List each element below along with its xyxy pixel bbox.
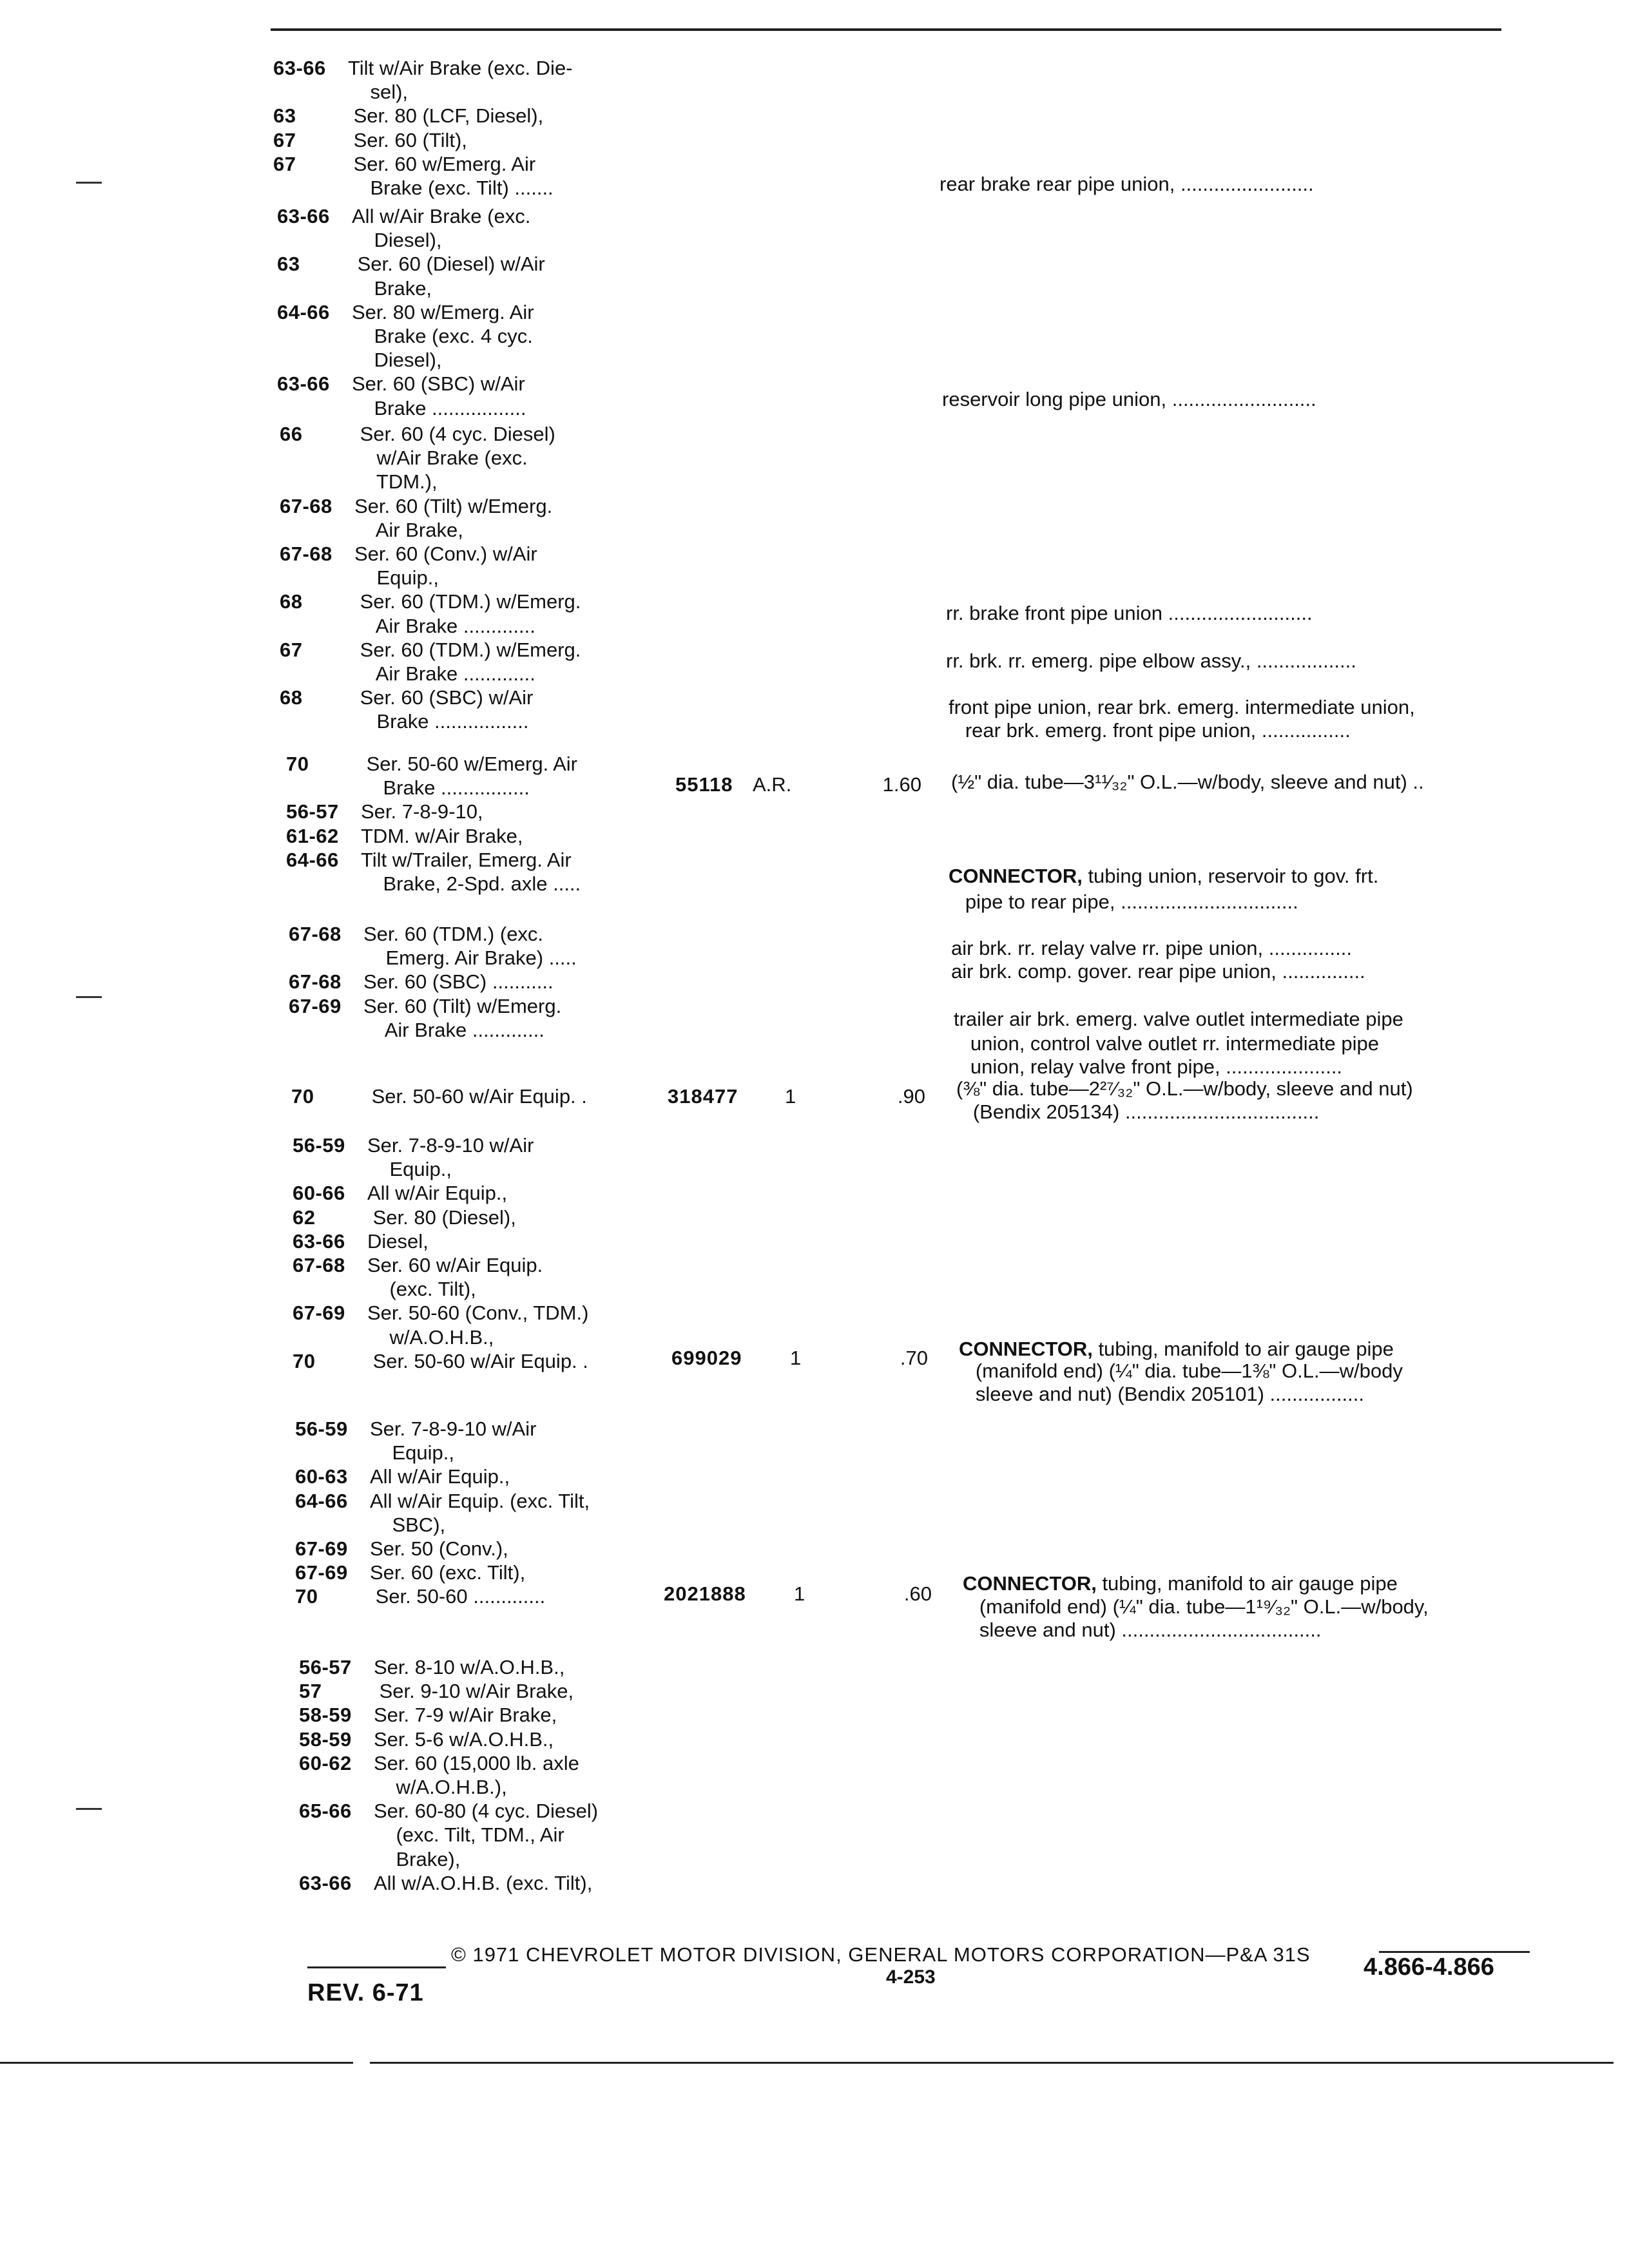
part-name: CONNECTOR, — [959, 1338, 1093, 1360]
description-detail: (Bendix 205134) ................................... — [956, 1100, 1320, 1123]
application-text: Ser. 60-80 (4 cyc. Diesel) — [374, 1800, 599, 1823]
year-range: 56-59 — [295, 1418, 348, 1440]
application-text: Ser. 60 (4 cyc. Diesel) — [354, 423, 555, 445]
application-text: (exc. Tilt, TDM., Air — [374, 1823, 564, 1847]
application-text: Ser. 80 (Diesel), — [367, 1206, 516, 1229]
year-range: 64-66 — [277, 300, 330, 323]
quantity: 1 — [790, 1347, 802, 1369]
description-detail: tubing, manifold to air gauge pipe — [1092, 1338, 1394, 1360]
description-text — [951, 771, 1424, 794]
description-text — [949, 890, 1298, 914]
application-text: Ser. 5-6 w/A.O.H.B., — [374, 1727, 554, 1751]
application-text: Ser. 7-9 w/Air Brake, — [374, 1704, 557, 1727]
description-detail: tubing, manifold to air gauge pipe — [1096, 1572, 1398, 1595]
part-name: CONNECTOR, — [963, 1572, 1097, 1595]
year-range: 67-68 — [289, 970, 342, 994]
application-text: Ser. 8-10 w/A.O.H.B., — [374, 1656, 565, 1678]
description-text — [959, 1383, 1364, 1406]
description-detail: sleeve and nut) .................................... — [963, 1619, 1322, 1641]
application-text: Equip., — [370, 1441, 454, 1465]
year-range: 67-68 — [293, 1254, 345, 1276]
application-text: Ser. 60 (TDM.) w/Emerg. — [354, 638, 581, 661]
application-text: (exc. Tilt), — [367, 1278, 476, 1301]
description-text — [963, 1595, 1429, 1619]
year-range: 67-69 — [295, 1537, 348, 1560]
year-range: 68 — [280, 686, 303, 709]
price: .60 — [903, 1582, 932, 1605]
year-range: 67-68 — [280, 543, 333, 565]
year-range: 70 — [293, 1349, 316, 1372]
application-text: SBC), — [370, 1513, 446, 1536]
application-text: Brake, — [352, 276, 432, 300]
application-text: Ser. 80 (LCF, Diesel), — [348, 104, 544, 128]
year-range: 67-68 — [289, 923, 342, 945]
application-text: w/Air Brake (exc. — [354, 447, 528, 470]
description-text — [963, 1619, 1322, 1642]
description-text — [963, 1572, 1398, 1595]
description-text — [951, 937, 1352, 960]
section-number: 4.866-4.866 — [1364, 1954, 1494, 1981]
revision-label: REV. 6-71 — [307, 1979, 424, 2006]
description-detail: rear brk. emerg. front pipe union, ................ — [949, 719, 1351, 742]
application-text: Ser. 60 (Tilt), — [348, 128, 467, 151]
application-text: Brake (exc. 4 cyc. — [352, 325, 533, 347]
application-text: Ser. 60 (Diesel) w/Air — [352, 253, 545, 276]
year-range: 68 — [280, 590, 303, 613]
description-detail: rr. brake front pipe union .......................... — [946, 602, 1313, 624]
application-text: Emerg. Air Brake) ..... — [363, 947, 577, 970]
margin-mark — [76, 996, 102, 998]
quantity: A.R. — [753, 773, 792, 796]
application-text: sel), — [348, 81, 409, 104]
application-text: All w/Air Equip., — [370, 1465, 510, 1488]
application-text: Tilt w/Air Brake (exc. Die- — [348, 57, 573, 79]
year-range: 64-66 — [295, 1489, 348, 1512]
year-range: 56-57 — [299, 1656, 352, 1678]
description-text — [940, 173, 1314, 196]
application-text: Air Brake ............. — [354, 662, 535, 685]
application-text: Equip., — [354, 566, 439, 590]
year-range: 65-66 — [299, 1800, 352, 1823]
description-detail: front pipe union, rear brk. emerg. intermediate union, — [949, 696, 1415, 718]
application-text: Ser. 7-8-9-10, — [361, 800, 483, 823]
application-text: Ser. 50-60 (Conv., TDM.) — [367, 1302, 589, 1325]
application-text: All w/Air Equip. (exc. Tilt, — [370, 1489, 590, 1512]
application-text: Ser. 60 (Conv.) w/Air — [354, 543, 537, 565]
price: .70 — [900, 1347, 928, 1369]
footer-rule-left — [307, 1966, 446, 1968]
application-text: Ser. 60 (TDM.) w/Emerg. — [354, 590, 581, 613]
application-text: Ser. 50-60 w/Air Equip. . — [366, 1085, 587, 1108]
year-range: 67-69 — [293, 1302, 345, 1325]
application-text: Ser. 60 (exc. Tilt), — [370, 1561, 526, 1584]
bottom-rule — [0, 2062, 353, 2064]
year-range: 63-66 — [293, 1229, 345, 1253]
description-detail: union, control valve outlet rr. intermediate pipe — [954, 1032, 1379, 1055]
part-number: 2021888 — [664, 1582, 746, 1605]
application-text: Ser. 60 w/Air Equip. — [367, 1254, 543, 1276]
description-detail: (½" dia. tube—3¹¹⁄₃₂" O.L.—w/body, sleeve and nut) .. — [951, 771, 1424, 793]
application-text: Ser. 50-60 w/Air Equip. . — [367, 1349, 588, 1372]
application-text: Brake ................. — [352, 396, 526, 419]
application-text: Ser. 60 (TDM.) (exc. — [363, 923, 544, 945]
description-detail: trailer air brk. emerg. valve outlet intermediate pipe — [954, 1008, 1403, 1030]
application-text: Brake, 2-Spd. axle ..... — [361, 872, 581, 895]
application-text: All w/A.O.H.B. (exc. Tilt), — [374, 1871, 593, 1894]
application-text: TDM.), — [354, 470, 438, 494]
application-text: Ser. 60 (Tilt) w/Emerg. — [354, 494, 553, 517]
application-text: TDM. w/Air Brake, — [361, 824, 523, 847]
year-range: 67 — [280, 638, 303, 661]
year-range: 63-66 — [273, 57, 326, 79]
year-range: 63-66 — [277, 205, 330, 227]
bottom-rule — [370, 2062, 1614, 2064]
description-detail: reservoir long pipe union, .......................... — [942, 388, 1316, 410]
description-text — [954, 1055, 1342, 1079]
price: .90 — [897, 1085, 925, 1108]
margin-mark — [76, 1808, 102, 1810]
price: 1.60 — [882, 773, 921, 796]
year-range: 64-66 — [286, 848, 339, 871]
year-range: 56-57 — [286, 800, 339, 823]
year-range: 57 — [299, 1680, 322, 1703]
application-text: Ser. 50-60 w/Emerg. Air — [361, 753, 577, 775]
application-text: Ser. 80 w/Emerg. Air — [352, 300, 534, 323]
application-text: Ser. 7-8-9-10 w/Air — [367, 1134, 534, 1157]
description-text — [949, 719, 1351, 742]
application-text: Air Brake, — [354, 518, 463, 541]
application-text: Diesel, — [367, 1229, 429, 1253]
top-rule — [271, 28, 1501, 31]
year-range: 61-62 — [286, 824, 339, 847]
description-text — [954, 1032, 1379, 1055]
copyright-notice: © 1971 CHEVROLET MOTOR DIVISION, GENERAL MOTORS CORPORATION—P&A 31S — [451, 1943, 1311, 1966]
description-detail: pipe to rear pipe, ................................ — [949, 890, 1298, 913]
year-range: 63 — [273, 104, 296, 128]
description-text — [949, 696, 1415, 719]
application-text: Diesel), — [352, 349, 442, 372]
year-range: 63-66 — [277, 372, 330, 396]
application-text: Ser. 60 (SBC) w/Air — [352, 372, 525, 396]
application-text: All w/Air Equip., — [367, 1182, 508, 1205]
part-number: 318477 — [668, 1085, 738, 1108]
description-text — [946, 649, 1356, 673]
application-text: Ser. 60 w/Emerg. Air — [348, 152, 536, 175]
year-range: 70 — [286, 753, 309, 775]
part-number: 699029 — [671, 1347, 742, 1369]
year-range: 70 — [295, 1585, 318, 1608]
application-text: w/A.O.H.B., — [367, 1325, 494, 1349]
description-text — [956, 1077, 1413, 1100]
year-range: 58-59 — [299, 1727, 352, 1751]
application-text: Ser. 50-60 ............. — [370, 1585, 546, 1608]
application-text: Ser. 60 (SBC) w/Air — [354, 686, 534, 709]
description-detail: air brk. rr. relay valve rr. pipe union, ............... — [951, 937, 1352, 959]
description-detail: rr. brk. rr. emerg. pipe elbow assy., .................. — [946, 649, 1356, 672]
year-range: 67-68 — [280, 494, 333, 517]
description-text — [959, 1360, 1403, 1383]
description-text — [951, 960, 1365, 983]
quantity: 1 — [794, 1582, 805, 1605]
description-detail: union, relay valve front pipe, ..................... — [954, 1055, 1343, 1078]
application-text: Ser. 60 (SBC) ........... — [363, 970, 554, 994]
year-range: 62 — [293, 1206, 316, 1229]
description-detail: sleeve and nut) (Bendix 205101) ................. — [959, 1383, 1364, 1405]
application-text: Ser. 60 (Tilt) w/Emerg. — [363, 994, 562, 1017]
description-text — [959, 1338, 1394, 1361]
part-name: CONNECTOR, — [949, 865, 1083, 887]
year-range: 63-66 — [299, 1871, 352, 1894]
application-text: Equip., — [367, 1158, 452, 1181]
year-range: 60-66 — [293, 1182, 345, 1205]
year-range: 66 — [280, 423, 303, 445]
application-text: Brake (exc. Tilt) ....... — [348, 177, 554, 199]
description-text — [949, 865, 1378, 888]
margin-mark — [76, 182, 102, 184]
description-text — [954, 1008, 1403, 1031]
year-range: 67 — [273, 152, 296, 175]
application-text: Ser. 7-8-9-10 w/Air — [370, 1418, 537, 1440]
quantity: 1 — [785, 1085, 796, 1108]
application-text: Brake), — [374, 1847, 461, 1870]
description-detail: (⅜" dia. tube—2²⁷⁄₃₂" O.L.—w/body, sleeve and nut) — [956, 1077, 1413, 1100]
application-text: Brake ................. — [354, 710, 529, 733]
year-range: 67-69 — [289, 994, 342, 1017]
year-range: 60-62 — [299, 1751, 352, 1774]
description-text — [956, 1100, 1319, 1124]
year-range: 67-69 — [295, 1561, 348, 1584]
year-range: 63 — [277, 253, 300, 276]
description-text — [946, 602, 1313, 625]
description-detail: (manifold end) (¼" dia. tube—1¹⁹⁄₃₂" O.L.—w/body, — [963, 1595, 1429, 1618]
year-range: 58-59 — [299, 1704, 352, 1727]
application-text: Ser. 50 (Conv.), — [370, 1537, 508, 1560]
year-range: 70 — [291, 1085, 314, 1108]
year-range: 60-63 — [295, 1465, 348, 1488]
description-detail: (manifold end) (¼" dia. tube—1⅜" O.L.—w/body — [959, 1360, 1403, 1382]
year-range: 67 — [273, 128, 296, 151]
application-text: Tilt w/Trailer, Emerg. Air — [361, 848, 572, 871]
description-detail: air brk. comp. gover. rear pipe union, ............... — [951, 960, 1365, 983]
application-text: Ser. 9-10 w/Air Brake, — [374, 1680, 574, 1703]
year-range: 56-59 — [293, 1134, 345, 1157]
description-detail: tubing union, reservoir to gov. frt. — [1082, 865, 1379, 887]
application-text: Diesel), — [352, 229, 442, 252]
footer-rule-right — [1379, 1951, 1530, 1953]
application-text: w/A.O.H.B.), — [374, 1776, 507, 1798]
application-text: Ser. 60 (15,000 lb. axle — [374, 1751, 579, 1774]
description-detail: rear brake rear pipe union, ........................ — [940, 173, 1314, 195]
page-number: 4-253 — [886, 1966, 936, 1988]
application-text: All w/Air Brake (exc. — [352, 205, 531, 227]
part-number: 55118 — [675, 773, 733, 796]
application-text: Air Brake ............. — [363, 1018, 545, 1041]
application-text: Air Brake ............. — [354, 614, 535, 637]
application-text: Brake ................ — [361, 776, 530, 800]
description-text — [942, 388, 1316, 411]
